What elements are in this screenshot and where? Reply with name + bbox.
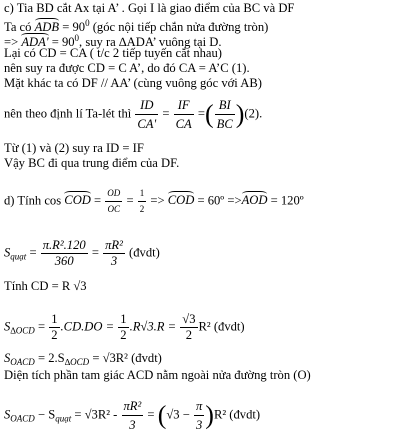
fraction	[174, 96, 194, 133]
line-s-quat: $S_{quạt}$ = $\frac{\text{π.R².120}}{360}$ = $\frac{\text{πR²}}{3}$ (đvdt)	[4, 238, 160, 268]
subscript: OACD	[10, 357, 35, 367]
line-cd-ca: Lại có CD = CA ( t/c 2 tiếp tuyến cắt nhau)	[4, 46, 222, 60]
text: R² (đvdt)	[213, 407, 261, 422]
fraction	[103, 238, 125, 269]
numerator: 1	[139, 188, 145, 198]
degree-sup: 0	[74, 33, 80, 43]
text: R² (đvdt)	[198, 319, 245, 334]
subscript: quạt	[55, 413, 72, 424]
text: − S	[34, 407, 56, 422]
fraction	[138, 186, 147, 217]
line-part-c-intro: c) Tia BD cắt Ax tại A’ . Gọi I là giao điểm của BC và DF	[4, 1, 295, 15]
denominator: 2	[180, 327, 197, 343]
text: , suy ra ∆ADA’ vuông tại D.	[79, 35, 222, 49]
text: = 60º =>	[194, 193, 242, 208]
fraction	[122, 397, 144, 434]
denominator: 2	[138, 201, 147, 217]
numerator: BI	[218, 98, 231, 112]
paren-close: )	[205, 400, 214, 430]
text: = 120º	[267, 193, 304, 208]
line-part-d-cos	[4, 186, 304, 217]
equals: =	[162, 106, 170, 121]
numerator: 1	[120, 312, 127, 326]
line-final-area	[4, 397, 260, 434]
text: .CD.DO =	[60, 319, 118, 334]
subscript: ∆OCD	[10, 325, 35, 336]
numerator: ID	[140, 98, 154, 112]
text: Ta có	[4, 20, 35, 34]
denominator: 2	[120, 328, 127, 342]
text: = 90	[48, 35, 75, 49]
text: =>	[147, 193, 168, 208]
numerator: IF	[177, 98, 190, 112]
equals: =	[197, 106, 205, 121]
numerator: √3	[182, 312, 196, 326]
text: = √3R² (đvdt)	[89, 351, 162, 365]
text: nên theo định lí Ta-lét thì	[4, 106, 132, 121]
s-symbol: S	[4, 319, 11, 334]
angle-adb: ADB	[34, 20, 60, 34]
fraction	[135, 96, 158, 133]
line-thales	[4, 96, 262, 133]
subscript: OACD	[10, 413, 35, 424]
text: .R√3.R =	[129, 319, 180, 334]
paren-open: (	[157, 400, 167, 430]
paren-open: (	[204, 99, 214, 129]
fraction	[105, 186, 122, 217]
text: (2).	[244, 106, 263, 121]
angle-cod: COD	[64, 193, 91, 208]
text: =>	[4, 35, 22, 49]
numerator: OD	[107, 188, 121, 198]
text: d) Tính cos	[4, 193, 65, 208]
denominator: 360	[41, 253, 88, 269]
equals: =	[123, 193, 137, 208]
line-cd-value: Tính CD = R √3	[4, 279, 87, 293]
denominator: 3	[103, 253, 125, 269]
denominator: 3	[122, 415, 144, 434]
denominator: BC	[215, 114, 235, 133]
fraction	[41, 238, 88, 269]
denominator: CA'	[135, 114, 158, 133]
text: = 90	[59, 20, 86, 34]
fraction	[194, 397, 204, 434]
text: =	[90, 193, 105, 208]
fraction	[180, 312, 197, 343]
line-area-description: Diện tích phần tam giác ACD nằm ngoài nửa đường tròn (O)	[4, 368, 311, 382]
text: = √3R² -	[71, 407, 121, 422]
numerator: 1	[51, 312, 58, 326]
angle-aod: AOD	[241, 193, 268, 208]
fraction	[215, 96, 235, 133]
numerator: πR²	[123, 399, 142, 413]
s-symbol: S	[4, 351, 11, 365]
fraction	[118, 312, 128, 343]
line-conclusion-1: Từ (1) và (2) suy ra ID = IF	[4, 141, 144, 155]
s-symbol: S	[4, 407, 11, 422]
degree-sup: 0	[85, 18, 90, 28]
angle-cod: COD	[167, 193, 195, 208]
denominator: 3	[194, 415, 204, 434]
text: (góc nội tiếp chắn nửa đường tròn)	[89, 20, 269, 34]
angle-ada: ADA'	[21, 35, 49, 49]
unit: (đvdt)	[129, 245, 160, 260]
numerator: π.R².120	[42, 238, 86, 252]
numerator: π	[195, 399, 203, 413]
s-symbol: S	[4, 245, 11, 260]
paren-close: )	[235, 99, 245, 129]
line-s-ocd: $S_{\Delta OCD}$ = $\frac{1}{2}$ .CD.DO = $\frac{1}{2}$ .R√3.R = $\frac{√3}{2}$ R² (đvdt)	[4, 312, 245, 342]
subscript: ∆OCD	[64, 357, 90, 367]
denominator: OC	[105, 201, 122, 217]
subscript: quạt	[10, 251, 27, 262]
fraction	[49, 312, 59, 343]
text: = 2.S	[34, 351, 65, 365]
numerator: πR²	[105, 238, 123, 252]
denominator: 2	[51, 328, 58, 342]
text: √3 −	[166, 407, 193, 422]
line-conclusion-2: Vậy BC đi qua trung điểm của DF.	[4, 156, 180, 170]
text: =	[144, 407, 158, 422]
line-cd-ca2: nên suy ra được CD = C A’, do đó CA = A’C (1).	[4, 61, 250, 75]
denominator: CA	[174, 114, 194, 133]
line-df-parallel: Mặt khác ta có DF // AA’ (cùng vuông góc với AB)	[4, 76, 262, 90]
